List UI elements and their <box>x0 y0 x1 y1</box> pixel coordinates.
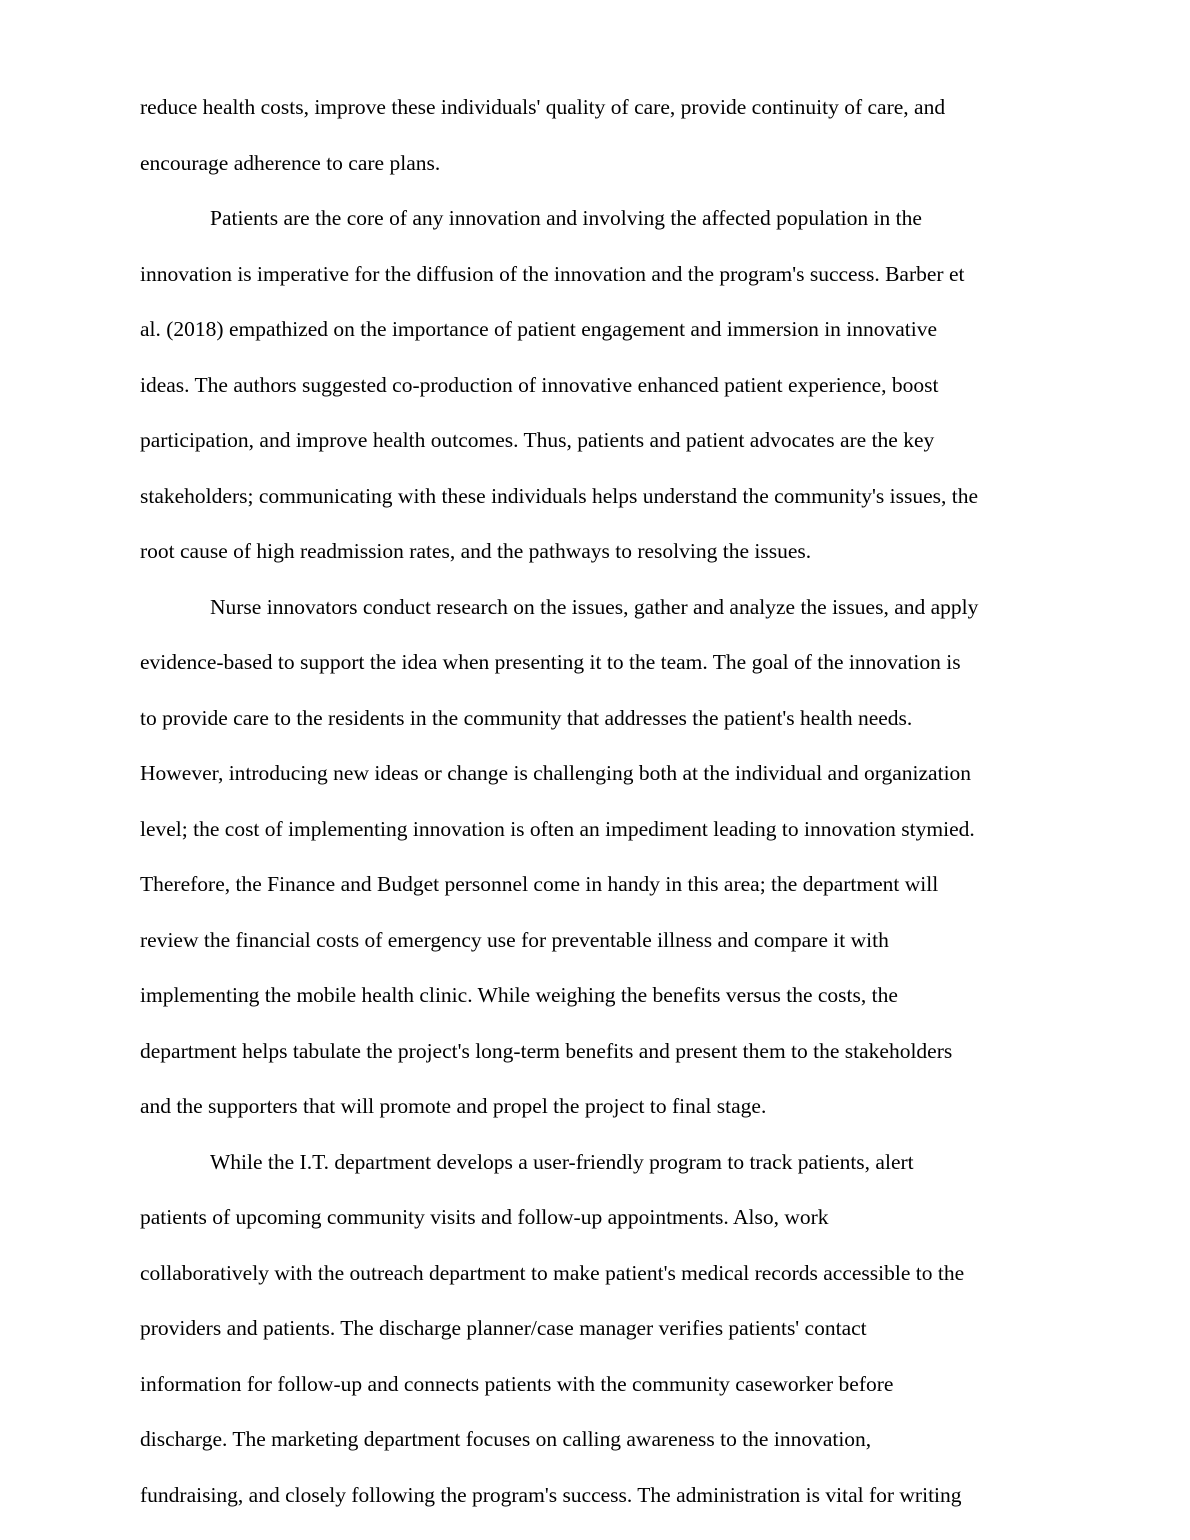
text-line: to provide care to the residents in the community that addresses the patient's health needs. <box>140 705 913 730</box>
text-line: ideas. The authors suggested co-production of innovative enhanced patient experience, boost <box>140 372 939 397</box>
text-line: participation, and improve health outcomes. Thus, patients and patient advocates are the key <box>140 428 935 452</box>
text-line: level; the cost of implementing innovation is often an impediment leading to innovation stymied. <box>140 816 975 841</box>
text-line: collaboratively with the outreach department to make patient's medical records accessible to the <box>140 1260 965 1285</box>
paragraph-2 <box>140 191 1070 580</box>
text-line: Therefore, the Finance and Budget personnel come in handy in this area; the department will <box>140 872 939 896</box>
text-line: evidence-based to support the idea when presenting it to the team. The goal of the innovation is <box>140 650 961 674</box>
text-line: patients of upcoming community visits and follow-up appointments. Also, work <box>140 1205 829 1229</box>
text-line: root cause of high readmission rates, and the pathways to resolving the issues. <box>140 539 812 563</box>
text-line: While the I.T. department develops a user-friendly program to track patients, alert <box>210 1149 914 1174</box>
text-line: Patients are the core of any innovation and involving the affected population in the <box>210 206 922 230</box>
text-line: and the supporters that will promote and propel the project to final stage. <box>140 1094 767 1118</box>
document-body <box>140 80 1070 1523</box>
text-line: implementing the mobile health clinic. While weighing the benefits versus the costs, the <box>140 983 898 1007</box>
text-line: discharge. The marketing department focuses on calling awareness to the innovation, <box>140 1427 872 1451</box>
paragraph-3 <box>140 580 1070 1135</box>
text-line: innovation is imperative for the diffusion of the innovation and the program's success. Barber et <box>140 261 965 286</box>
text-line: department helps tabulate the project's long-term benefits and present them to the stakeholders <box>140 1038 953 1063</box>
paragraph-1 <box>140 80 1070 191</box>
text-line: encourage adherence to care plans. <box>140 150 441 175</box>
text-line: providers and patients. The discharge planner/case manager verifies patients' contact <box>140 1316 867 1340</box>
text-line: However, introducing new ideas or change is challenging both at the individual and organization <box>140 761 972 785</box>
text-line: fundraising, and closely following the program's success. The administration is vital for writing <box>140 1482 962 1507</box>
text-line: Nurse innovators conduct research on the issues, gather and analyze the issues, and apply <box>210 594 979 619</box>
text-line: al. (2018) empathized on the importance of patient engagement and immersion in innovative <box>140 317 938 341</box>
text-line: review the financial costs of emergency use for preventable illness and compare it with <box>140 927 889 952</box>
text-line: information for follow-up and connects patients with the community caseworker before <box>140 1371 894 1396</box>
paragraph-4 <box>140 1135 1070 1524</box>
text-line: reduce health costs, improve these individuals' quality of care, provide continuity of care, and <box>140 95 946 119</box>
text-line: stakeholders; communicating with these individuals helps understand the community's issues, the <box>140 483 979 508</box>
